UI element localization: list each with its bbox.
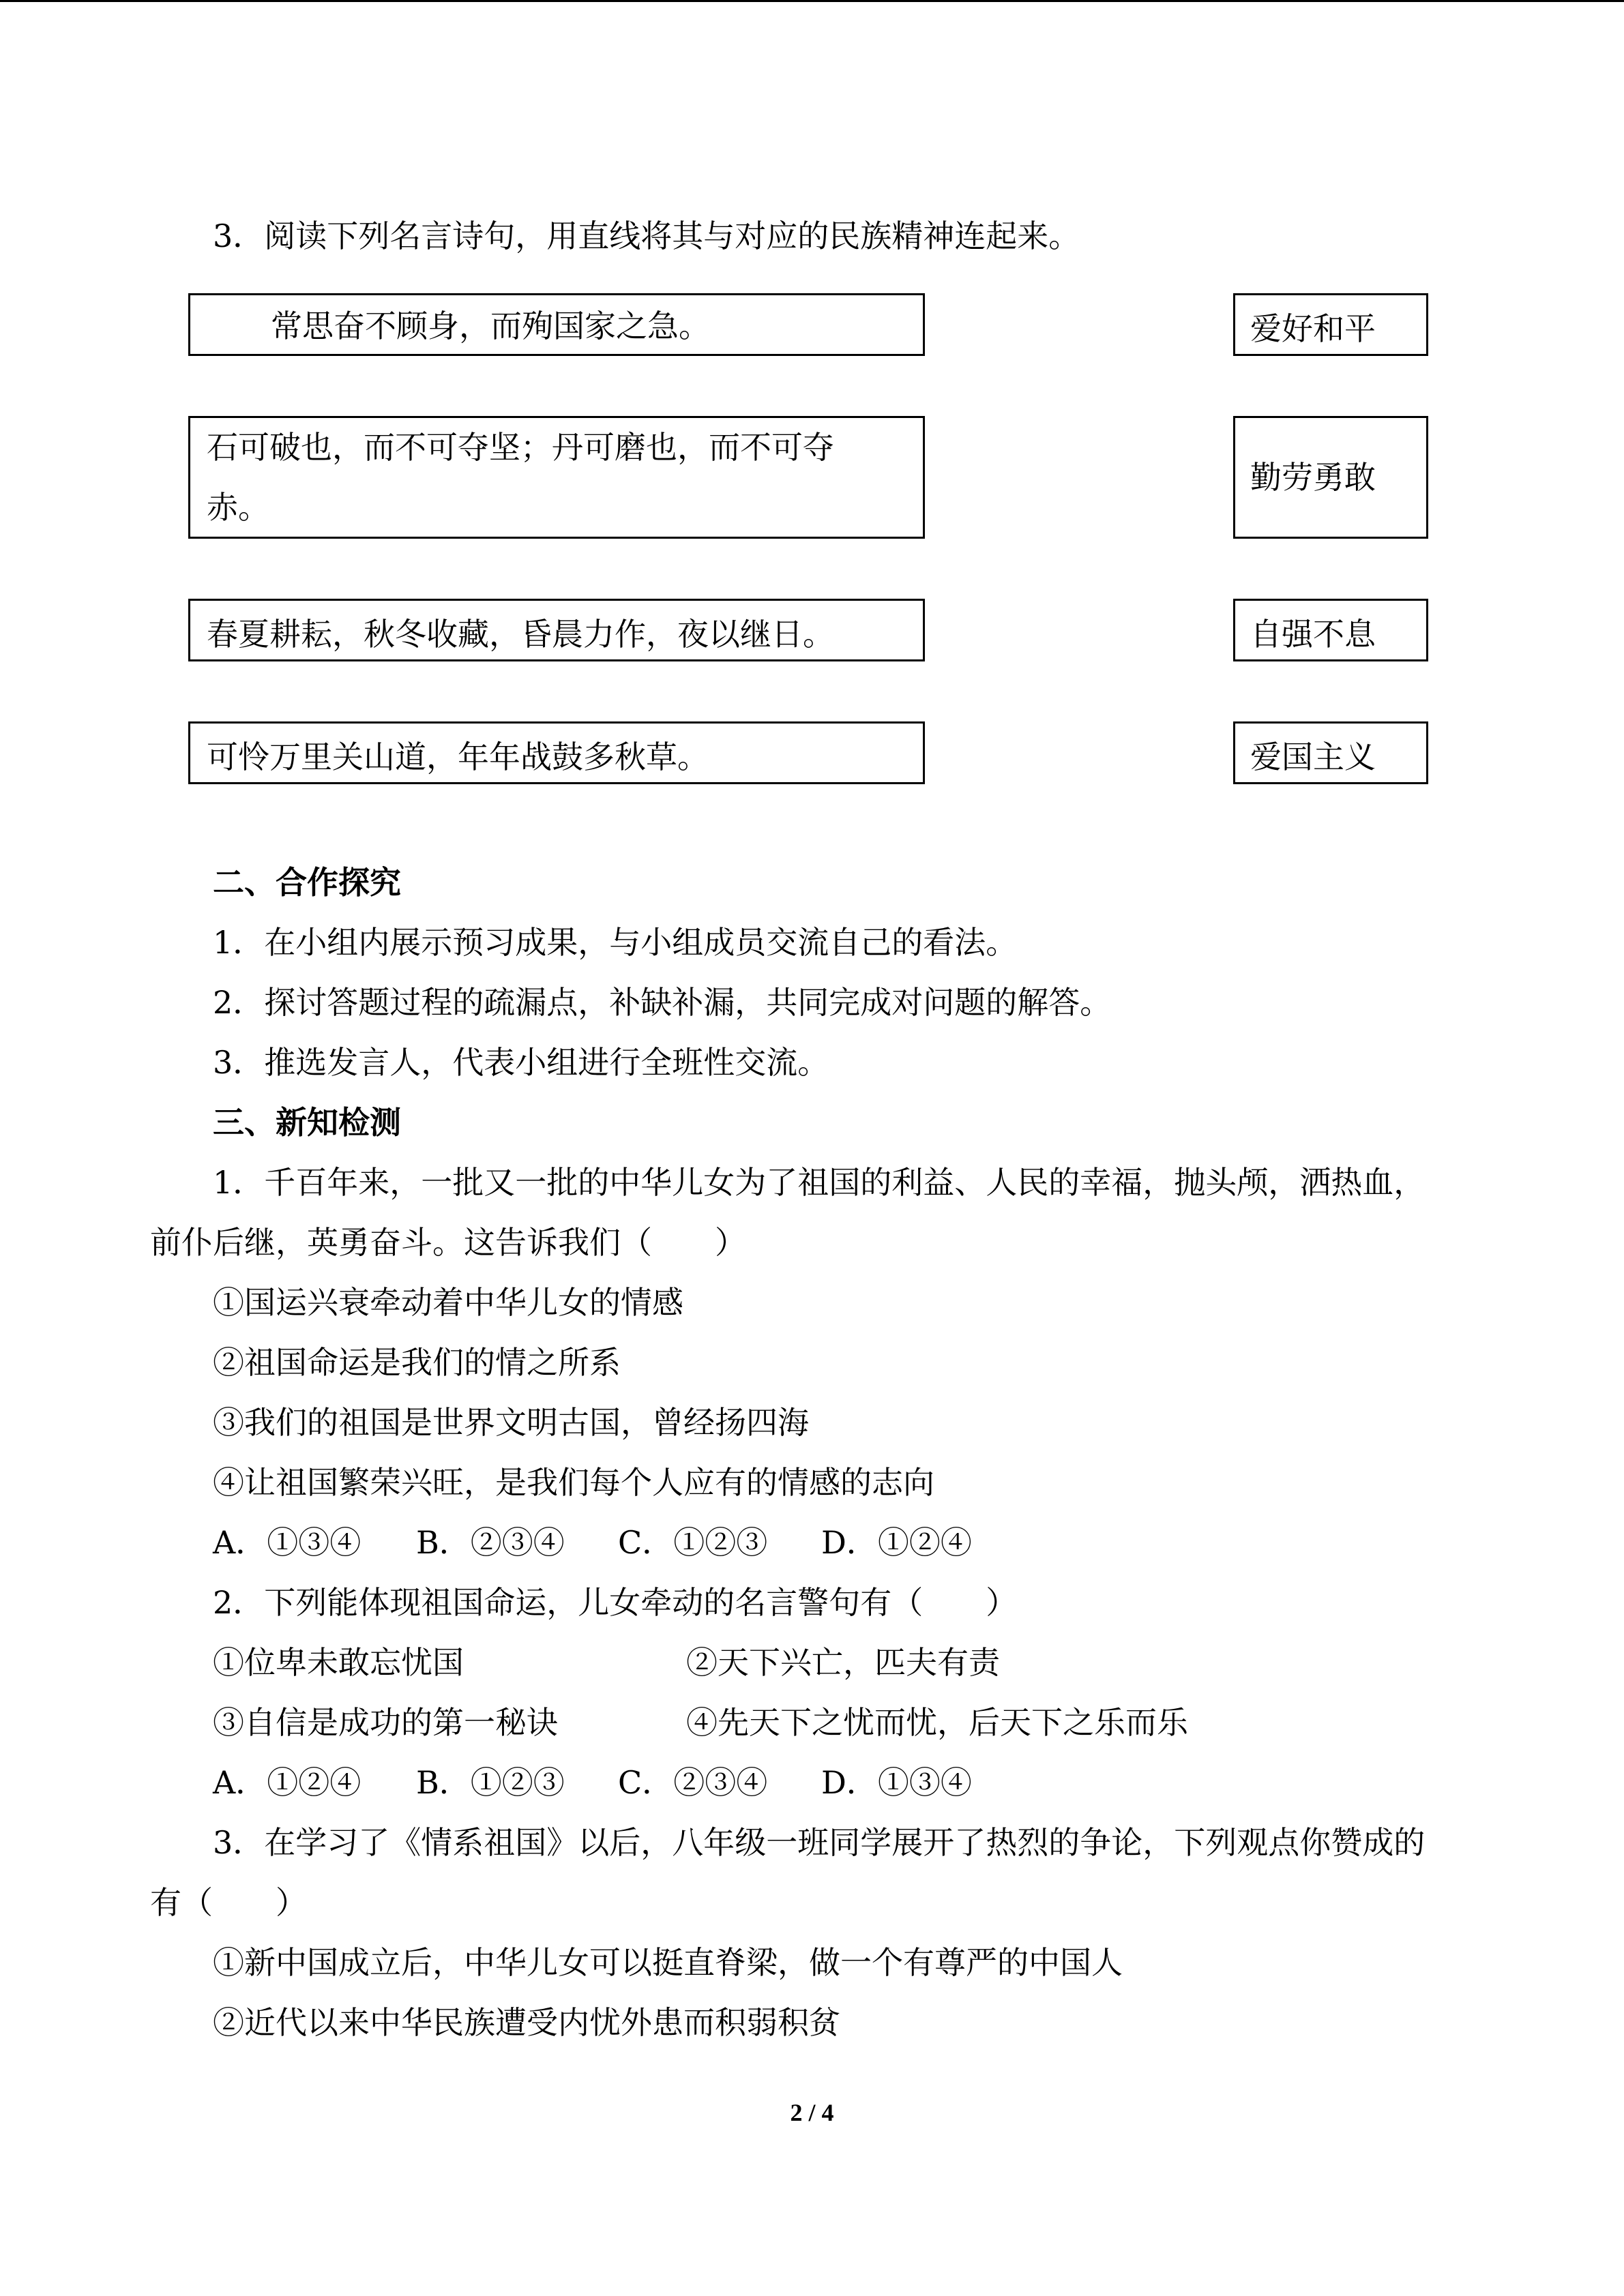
quote-box-1 xyxy=(188,293,925,356)
question-1-stem-continued: 前仆后继，英勇奋斗。这告诉我们（ ） xyxy=(150,1224,746,1261)
list-item: 1．在小组内展示预习成果，与小组成员交流自己的看法。 xyxy=(213,924,1018,961)
spirit-text: 爱好和平 xyxy=(1250,310,1376,347)
question-1-statement: ①国运兴衰牵动着中华儿女的情感 xyxy=(213,1284,683,1321)
option-a: A．①③④ xyxy=(213,1524,361,1561)
question-2-stem: 2．下列能体现祖国命运，儿女牵动的名言警句有（ ） xyxy=(213,1584,1018,1621)
question-2-statement: ④先天下之忧而忧，后天下之乐而乐 xyxy=(686,1704,1188,1741)
question-3-statement: ①新中国成立后，中华儿女可以挺直脊梁，做一个有尊严的中国人 xyxy=(213,1944,1123,1981)
question-2-statement: ③自信是成功的第一秘诀 xyxy=(213,1704,558,1741)
spirit-box-3 xyxy=(1233,599,1428,661)
spirit-box-2 xyxy=(1233,416,1428,539)
option-b: B．①②③ xyxy=(416,1764,565,1801)
option-b: B．②③④ xyxy=(416,1524,565,1561)
quote-box-2 xyxy=(188,416,925,539)
q3-matching-instruction: 3．阅读下列名言诗句，用直线将其与对应的民族精神连起来。 xyxy=(213,218,1080,254)
page-number: 2 / 4 xyxy=(790,2099,834,2126)
quote-text: 可怜万里关山道，年年战鼓多秋草。 xyxy=(207,739,709,775)
option-c: C．②③④ xyxy=(618,1764,768,1801)
question-1-stem: 1．千百年来，一批又一批的中华儿女为了祖国的利益、人民的幸福，抛头颅，洒热血， xyxy=(213,1164,1426,1201)
section-heading-cooperation: 二、合作探究 xyxy=(213,864,401,901)
quote-box-4 xyxy=(188,721,925,784)
question-3-statement: ②近代以来中华民族遭受内忧外患而积弱积贫 xyxy=(213,2004,840,2041)
question-3-stem: 3．在学习了《情系祖国》以后，八年级一班同学展开了热烈的争论，下列观点你赞成的 xyxy=(213,1824,1426,1861)
list-item: 3．推选发言人，代表小组进行全班性交流。 xyxy=(213,1044,829,1081)
spirit-box-1 xyxy=(1233,293,1428,356)
question-2-statement: ②天下兴亡，匹夫有责 xyxy=(686,1644,1000,1681)
quote-text: 春夏耕耘，秋冬收藏，昏晨力作，夜以继日。 xyxy=(207,616,834,653)
question-1-statement: ②祖国命运是我们的情之所系 xyxy=(213,1344,621,1381)
spirit-text: 勤劳勇敢 xyxy=(1250,459,1376,496)
top-border xyxy=(0,0,1624,2)
spirit-text: 爱国主义 xyxy=(1250,739,1376,775)
section-heading-quiz: 三、新知检测 xyxy=(213,1104,401,1141)
quote-box-3 xyxy=(188,599,925,661)
quote-text-continued: 赤。 xyxy=(207,489,269,526)
option-a: A．①②④ xyxy=(213,1764,361,1801)
question-2-statement: ①位卑未敢忘忧国 xyxy=(213,1644,464,1681)
question-1-statement: ③我们的祖国是世界文明古国，曾经扬四海 xyxy=(213,1404,809,1441)
question-1-statement: ④让祖国繁荣兴旺，是我们每个人应有的情感的志向 xyxy=(213,1464,934,1501)
option-d: D．①③④ xyxy=(821,1764,972,1801)
list-item: 2．探讨答题过程的疏漏点，补缺补漏，共同完成对问题的解答。 xyxy=(213,984,1112,1021)
question-3-stem-continued: 有（ ） xyxy=(150,1884,307,1921)
quote-text: 石可破也，而不可夺坚；丹可磨也，而不可夺 xyxy=(207,429,834,466)
spirit-text: 自强不息 xyxy=(1250,616,1376,653)
option-c: C．①②③ xyxy=(618,1524,768,1561)
spirit-box-4 xyxy=(1233,721,1428,784)
option-d: D．①②④ xyxy=(821,1524,972,1561)
quote-text: 常思奋不顾身，而殉国家之急。 xyxy=(271,308,710,344)
